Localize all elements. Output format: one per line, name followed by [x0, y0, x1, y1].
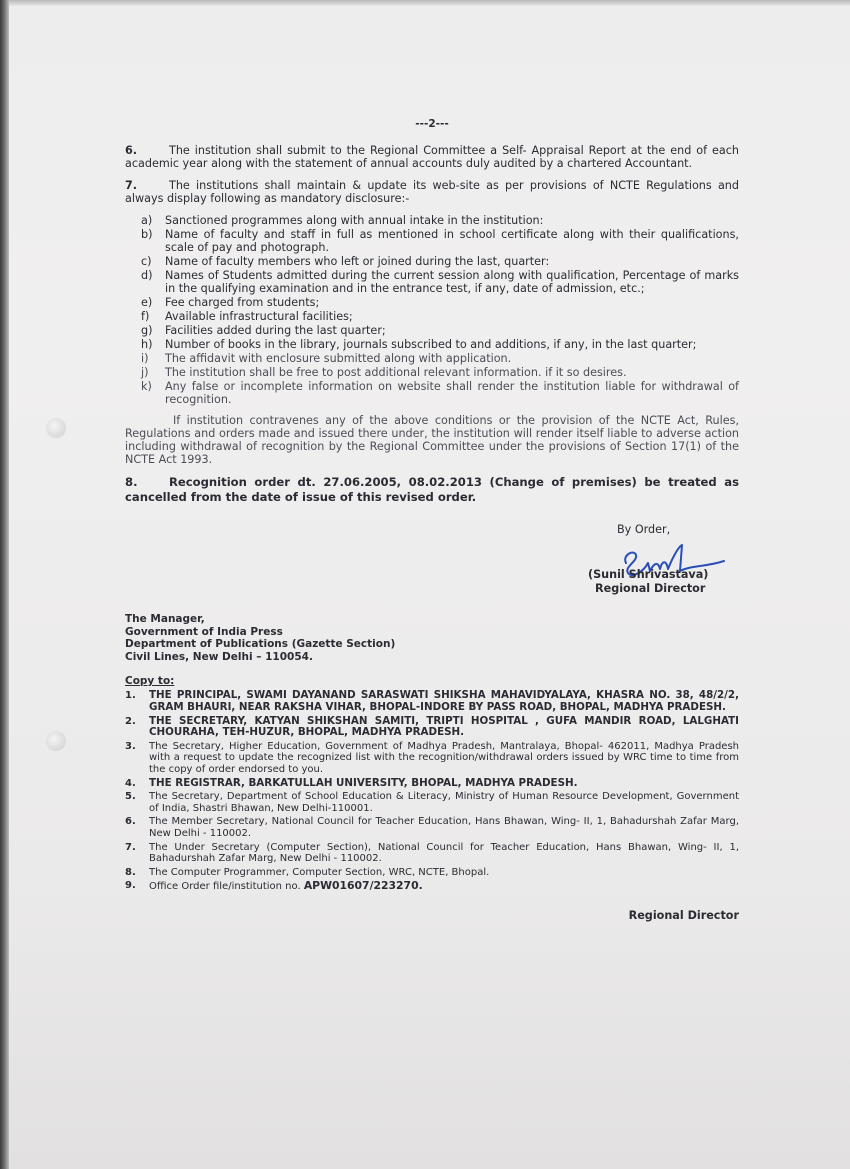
- signatory-title: Regional Director: [595, 582, 706, 595]
- list-marker: k): [141, 380, 152, 393]
- addressee-line: The Manager,: [125, 613, 205, 625]
- list-marker: i): [141, 352, 149, 365]
- paragraph-7-number: 7.: [125, 179, 138, 192]
- copy-text: [149, 880, 739, 893]
- list-marker: j): [141, 366, 149, 379]
- copy-number: 9.: [125, 880, 136, 892]
- list-item: [125, 366, 739, 379]
- copy-item: [125, 880, 739, 893]
- copy-item: [125, 741, 739, 776]
- list-text: Name of faculty members who left or joined during the last, quarter:: [165, 255, 550, 268]
- copy-to-label: Copy to:: [125, 675, 175, 688]
- list-text: Number of books in the library, journals subscribed to and additions, if any, in the last quarter;: [165, 338, 697, 351]
- letter-body: [125, 118, 739, 922]
- list-item: [125, 324, 739, 337]
- addressee-line: Government of India Press: [125, 625, 283, 638]
- addressee-line: Department of Publications (Gazette Section): [125, 638, 396, 651]
- copy-number: 1.: [125, 690, 136, 702]
- copy-item: [125, 690, 739, 713]
- list-item: [125, 296, 739, 309]
- copy-text: THE REGISTRAR, BARKATULLAH UNIVERSITY, BHOPAL, MADHYA PRADESH.: [149, 776, 578, 789]
- copy-text: The Computer Programmer, Computer Section, WRC, NCTE, Bhopal.: [149, 866, 490, 878]
- list-item: [125, 352, 739, 365]
- list-marker: h): [141, 338, 153, 351]
- copy-text: THE PRINCIPAL, SWAMI DAYANAND SARASWATI SHIKSHA MAHAVIDYALAYA, KHASRA NO. 38, 48/2/2, GRAM BHAURI, NEAR RAKSHA VIHAR, BHOPAL-INDORE BY PASS ROAD, BHOPAL, MADHYA PRADESH.: [149, 689, 739, 713]
- list-marker: e): [141, 296, 153, 309]
- list-text: Name of faculty and staff in full as mentioned in school certificate along with their qualifications, scale of pay and photograph.: [165, 228, 739, 254]
- list-item: [125, 380, 739, 406]
- punch-hole-bottom: [46, 731, 66, 751]
- copy-text: THE SECRETARY, KATYAN SHIKSHAN SAMITI, TRIPTI HOSPITAL , GUFA MANDIR ROAD, LALGHATI CHOURAHA, TEH-HUZUR, BHOPAL, MADHYA PRADESH.: [149, 714, 739, 739]
- addressee-block: [125, 613, 739, 663]
- addressee-line: Civil Lines, New Delhi – 110054.: [125, 650, 313, 663]
- office-order-label: Office Order file/institution no.: [149, 881, 301, 893]
- paragraph-6-number: 6.: [125, 144, 138, 157]
- copy-number: 6.: [125, 816, 136, 828]
- paragraph-6: [125, 144, 739, 170]
- copy-number: 5.: [125, 791, 136, 803]
- list-marker: b): [141, 228, 153, 241]
- copy-number: 3.: [125, 740, 136, 752]
- copy-item: [125, 816, 739, 839]
- list-marker: f): [141, 310, 150, 323]
- list-text: The institution shall be free to post additional relevant information. if it so desires.: [165, 366, 627, 379]
- paragraph-8: [125, 475, 739, 505]
- list-text: Fee charged from students;: [165, 296, 320, 309]
- signatory-name: (Sunil Shrivastava): [588, 568, 709, 581]
- paragraph-7-text: The institutions shall maintain & update its web-site as per provisions of NCTE Regulations and always display following as mandatory disclosure:-: [125, 179, 739, 205]
- copy-text: The Member Secretary, National Council for Teacher Education, Hans Bhawan, Wing- II, 1, Bahadurshah Zafar Marg, New Delhi - 110002.: [149, 816, 739, 839]
- list-text: Names of Students admitted during the current session along with qualification, Percentage of marks in the qualifying examination and in the entrance test, if any, date of admission, etc.;: [165, 269, 739, 295]
- copy-item: [125, 778, 739, 790]
- paragraph-8-number: 8.: [125, 475, 138, 489]
- list-text: Sanctioned programmes along with annual intake in the institution:: [165, 214, 544, 227]
- list-text: Any false or incomplete information on website shall render the institution liable for withdrawal of recognition.: [165, 380, 739, 406]
- paragraph-7: [125, 179, 739, 205]
- paragraph-8-text: Recognition order dt. 27.06.2005, 08.02.2013 (Change of premises) be treated as cancelled from the date of issue of this revised order.: [125, 475, 739, 504]
- office-order-code: APW01607/223270.: [303, 879, 423, 893]
- footer-regional-director: Regional Director: [628, 908, 739, 922]
- contravention-paragraph: If institution contravenes any of the above conditions or the provision of the NCTE Act, Rules, Regulations and orders made and issued there under, the institution will render itself liable to adverse action including withdrawal of recognition by the Regional Committee under the provisions of Section 17(1) of the NCTE Act 1993.: [125, 414, 739, 466]
- list-text: The affidavit with enclosure submitted along with application.: [165, 352, 512, 365]
- scan-left-edge: [0, 0, 9, 1169]
- disclosure-list: [125, 214, 739, 406]
- copy-list: [125, 690, 739, 893]
- copy-number: 8.: [125, 866, 136, 878]
- list-marker: d): [141, 269, 153, 282]
- copy-number: 7.: [125, 841, 136, 853]
- list-marker: g): [141, 324, 153, 337]
- copy-item: [125, 716, 739, 739]
- copy-item: [125, 842, 739, 865]
- copy-text: The Under Secretary (Computer Section), National Council for Teacher Education, Hans Bhawan, Wing- II, 1, Bahadurshah Zafar Marg, New Delhi - 110002.: [149, 841, 739, 865]
- list-item: [125, 255, 739, 268]
- punch-hole-top: [46, 418, 66, 438]
- page-number: ---2---: [415, 118, 449, 130]
- list-text: Facilities added during the last quarter;: [165, 324, 386, 337]
- copy-item: [125, 867, 739, 879]
- copy-item: [125, 791, 739, 814]
- list-item: [125, 228, 739, 254]
- scan-top-edge: [0, 0, 850, 6]
- list-item: [125, 310, 739, 323]
- list-text: Available infrastructural facilities;: [165, 310, 353, 323]
- paragraph-6-text: The institution shall submit to the Regional Committee a Self- Appraisal Report at the end of each academic year along with the statement of annual accounts duly audited by a chartered Accountant.: [125, 144, 739, 170]
- list-marker: a): [141, 214, 153, 227]
- list-marker: c): [141, 255, 152, 268]
- by-order-label: By Order,: [617, 523, 671, 536]
- copy-text: The Secretary, Department of School Education & Literacy, Ministry of Human Resource Development, Government of India, Shastri Bhawan, New Delhi-110001.: [149, 791, 739, 814]
- list-item: [125, 214, 739, 227]
- copy-text: The Secretary, Higher Education, Government of Madhya Pradesh, Mantralaya, Bhopal- 462011, Madhya Pradesh with a request to update the recognized list with the recognition/withdrawal orders issued by WRC time to time from the copy of order endorsed to you.: [149, 740, 739, 775]
- list-item: [125, 269, 739, 295]
- copy-number: 2.: [125, 715, 136, 727]
- list-item: [125, 338, 739, 351]
- copy-number: 4.: [125, 777, 136, 789]
- signature-block: [125, 519, 739, 607]
